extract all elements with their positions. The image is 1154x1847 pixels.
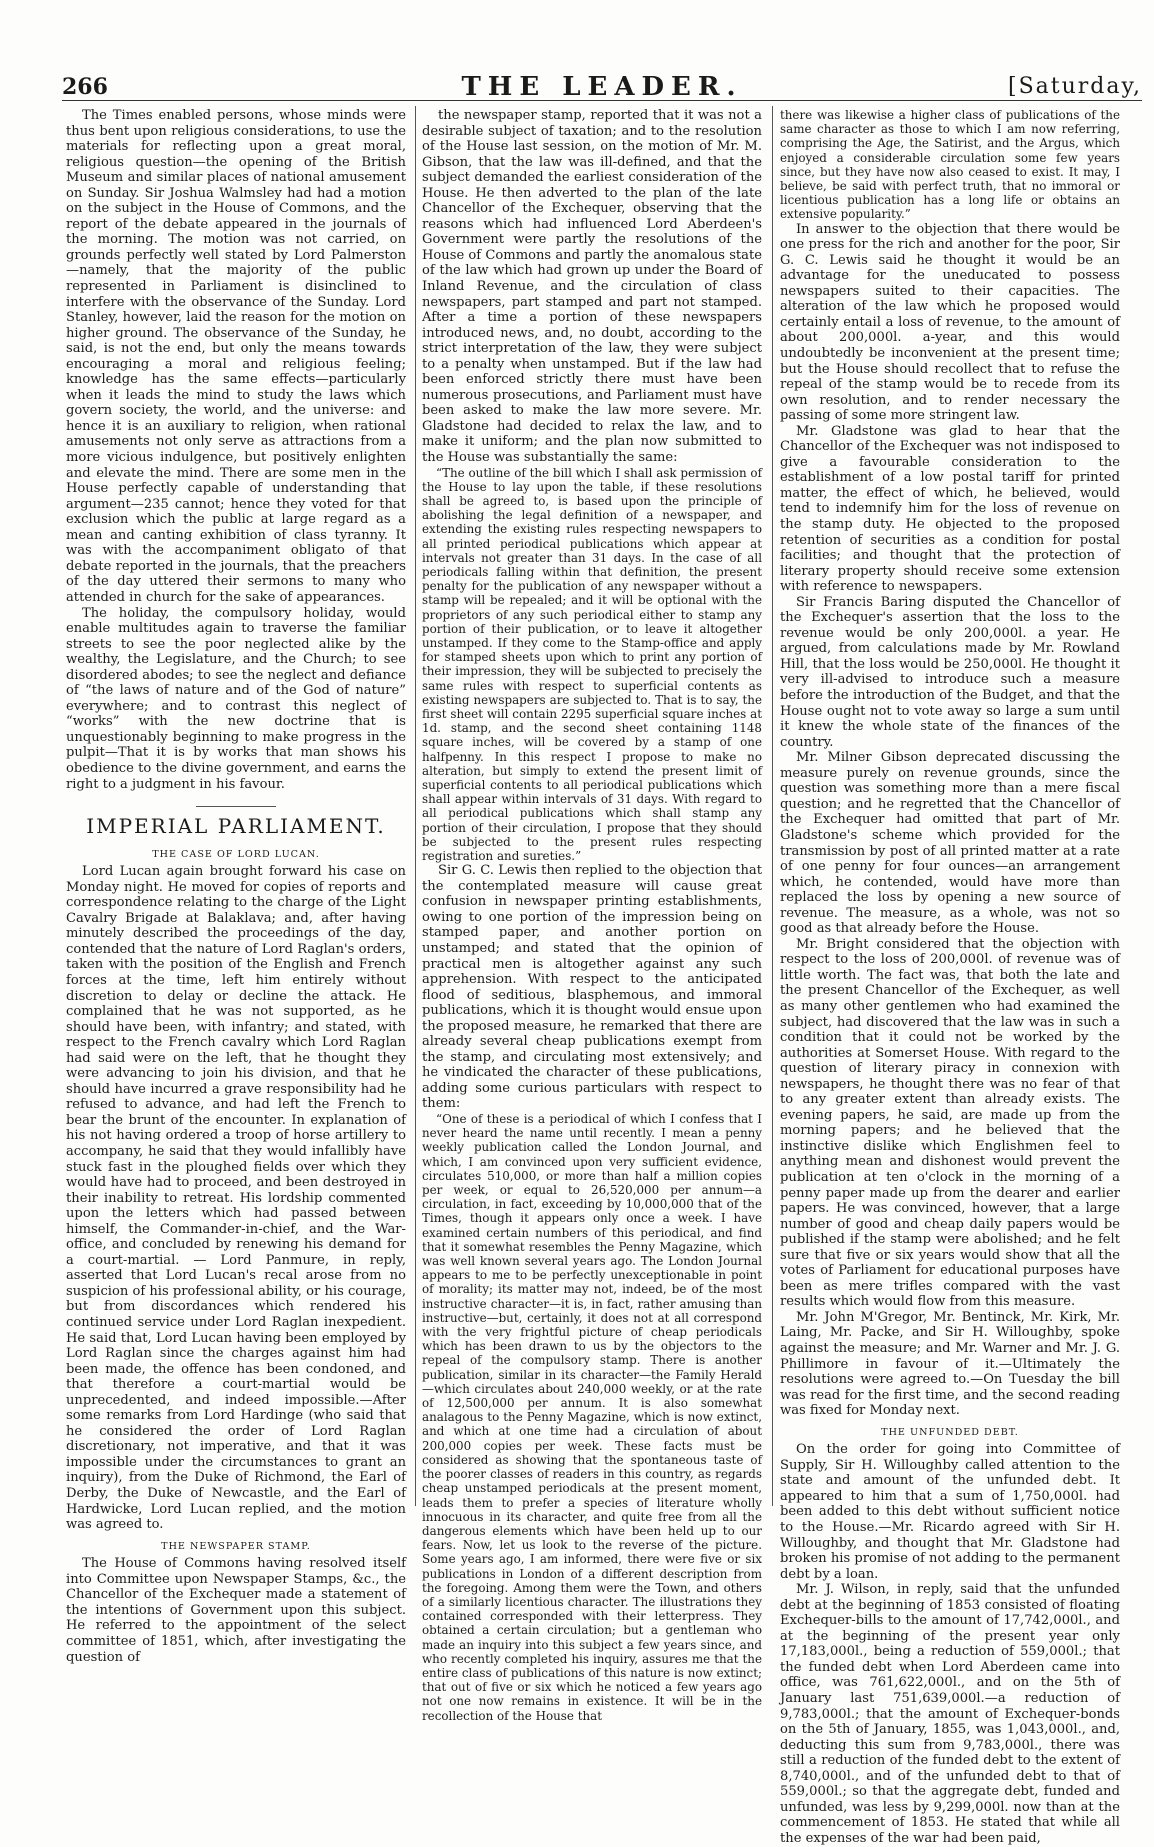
paragraph: Mr. John M'Gregor, Mr. Bentinck, Mr. Kirk, Mr. Laing, Mr. Packe, and Sir H. Willoughby, spoke against the measure; and Mr. Warner and Mr. J. G. Phillimore in favour of it.—Ultimately the resolutions were agreed to.—On Tuesday the bill was read for the first time, and the second reading was fixed for Monday next. <box>780 1309 1120 1419</box>
paragraph: In answer to the objection that there would be one press for the rich and another for the poor, Sir G. C. Lewis said he thought it would be an advantage for the uneducated to possess newspapers suited to their capacities. The alteration of the law which he proposed would certainly entail a loss of revenue, to the amount of about 200,000l. a-year, and this would undoubtedly be inconvenient at the present time; but the House should recollect that to refuse the repeal of the stamp would be to recede from its own resolution, and to render necessary the passing of some more stringent law. <box>780 221 1120 424</box>
quotation: there was likewise a higher class of publications of the same character as those to which I am now referring, comprising the Age, the Satirist, and the Argus, which enjoyed a considerable circulation some few years since, but they have now also ceased to exist. It may, I believe, be said with perfect truth, that no immoral or licentious publication has a long life or obtains an extensive popularity.” <box>780 108 1120 222</box>
paragraph: On the order for going into Committee of Supply, Sir H. Willoughby called attention to the state and amount of the unfunded debt. It appeared to him that a sum of 1,750,000l. had been added to this debt without sufficient notice to the House.—Mr. Ricardo agreed with Sir H. Willoughby, and thought that Mr. Gladstone had broken his promise of not adding to the permanent debt by a loan. <box>780 1442 1120 1582</box>
column-1 <box>66 108 406 1665</box>
paragraph: Mr. J. Wilson, in reply, said that the unfunded debt at the beginning of 1853 consisted of floating Exchequer-bills to the amount of 17,742,000l., and at the beginning of the present year only 17,183,000l., being a reduction of 559,000l.; that the funded debt when Lord Aberdeen came into office, was 761,622,000l., and on the 5th of January last 751,639,000l.—a reduction of 9,783,000l.; that the amount of Exchequer-bonds on the 5th of January, 1855, was 1,043,000l., and, deducting this sum from 9,783,000l., there was still a reduction of the funded debt to the extent of 8,740,000l., and of the unfunded debt to that of 559,000l.; so that the aggregate debt, funded and unfunded, was less by 9,299,000l. now than at the commencement of 1853. He stated that while all the expenses of the war had been paid, <box>780 1582 1120 1846</box>
column-rule <box>772 106 773 1506</box>
column-2 <box>422 108 762 1723</box>
paragraph: Mr. Gladstone was glad to hear that the Chancellor of the Exchequer was not indisposed to give a favourable consideration to the establishment of a low postal tariff for printed matter, the effect of which, he believed, would tend to indemnify him for the loss of revenue on the stamp duty. He objected to the proposed retention of securities as a condition for postal facilities; and thought that the protection of literary property should receive some extension with reference to newspapers. <box>780 423 1120 595</box>
paragraph: Mr. Milner Gibson deprecated discussing the measure purely on revenue grounds, since the question was something more than a mere fiscal question; and he regretted that the Chancellor of the Exchequer had omitted that part of Mr. Gladstone's scheme which provided for the transmission by post of all printed matter at a rate of one penny for four ounces—an arrangement which, he contended, would have more than replaced the loss by opening a new source of revenue. The measure, as a whole, was not so good as that already before the House. <box>780 750 1120 937</box>
paragraph: Lord Lucan again brought forward his case on Monday night. He moved for copies of reports and correspondence relating to the charge of the Light Cavalry Brigade at Balaklava; and, after having minutely described the proceedings of the day, contended that the nature of Lord Raglan's orders, taken with the position of the English and French forces at the time, left him entirely without discretion to delay or decline the attack. He complained that he was not supported, as he should have been, with infantry; and stated, with respect to the French cavalry which Lord Raglan had said were on the left, that he thought they were advancing to join his division, and that he should have incurred a grave responsibility had he refused to advance, and had left the French to bear the brunt of the encounter. In explanation of his not having ordered a troop of horse artillery to accompany, he said that they would infallibly have stuck fast in the ploughed fields over which they would have had to proceed, and been destroyed in their inability to retreat. His lordship commented upon the letters which had passed between himself, the Commander-in-chief, and the War-office, and concluded by renewing his demand for a court-martial. — Lord Panmure, in reply, asserted that Lord Lucan's recal arose from no suspicion of his professional ability, or his courage, but from discordances which rendered his continued service under Lord Raglan inexpedient. He said that, Lord Lucan having been employed by Lord Raglan since the charges against him had been made, the offence has been condoned, and that therefore a court-martial would be unprecedented, and indeed impossible.—After some remarks from Lord Hardinge (who said that he considered the order of Lord Raglan discretionary, not imperative, and that it was impossible under the circumstances to grant an inquiry), from the Duke of Richmond, the Earl of Derby, the Duke of Newcastle, and the Earl of Hardwicke, Lord Lucan replied, and the motion was agreed to. <box>66 864 406 1533</box>
paragraph: Sir Francis Baring disputed the Chancellor of the Exchequer's assertion that the loss to the revenue would be only 200,000l. a year. He argued, from calculations made by Mr. Rowland Hill, that the loss would be 250,000l. He thought it very ill-advised to introduce such a measure before the introduction of the Budget, and that the House ought not to vote away so large a sum until it knew the whole state of the finances of the country. <box>780 594 1120 750</box>
paragraph: The Times enabled persons, whose minds were thus bent upon religious considerations, to use the materials for reflecting upon a great moral, religious question—the opening of the British Museum and similar places of national amusement on Sunday. Sir Joshua Walmsley had had a motion on the subject in the House of Commons, and the report of the debate appeared in the journals of the morning. The motion was not carried, on grounds perfectly well stated by Lord Palmerston—namely, that the majority of the public represented in Parliament is disinclined to interfere with the observance of the Sunday. Lord Stanley, however, laid the reason for the motion on higher ground. The observance of the Sunday, he said, is not the end, but only the means towards encouraging a moral and religious feeling; knowledge has the same effects—particularly when it leads the mind to study the laws which govern society, the world, and the universe: and hence it is an auxiliary to religion, when rational amusements not only serve as attractions from a more vicious indulgence, but positively enlighten and elevate the mind. There are some men in the House perfectly capable of understanding that argument—235 cannot; hence they voted for that exclusion which the public at large regard as a mean and canting exhibition of class tyranny. It was with the accompaniment obligato of that debate reported in the journals, that the preachers of the day uttered their sermons to many who attended in church for the sake of appearances. <box>66 108 406 605</box>
paragraph: the newspaper stamp, reported that it was not a desirable subject of taxation; and to the resolution of the House last session, on the motion of Mr. M. Gibson, that the law was ill-defined, and that the subject demanded the earliest consideration of the House. He then adverted to the plan of the late Chancellor of the Exchequer, observing that the reasons which had influenced Lord Aberdeen's Government were partly the resolutions of the House of Commons and partly the anomalous state of the law which had grown up under the Board of Inland Revenue, and the circulation of class newspapers, part stamped and part not stamped. After a time a portion of these newspapers introduced news, and, no doubt, according to the strict interpretation of the law, they were subject to a penalty when unstamped. But if the law had been enforced strictly there must have been numerous prosecutions, and Parliament must have been asked to make the law more severe. Mr. Gladstone had decided to relax the law, and to make it uniform; and the plan now submitted to the House was substantially the same: <box>422 108 762 466</box>
paragraph: The holiday, the compulsory holiday, would enable multitudes again to traverse the familiar streets to see the poor neglected alike by the wealthy, the Legislature, and the Church; to see disordered abodes; to see the neglect and defiance of “the laws of nature and of the God of nature” everywhere; and to contrast this neglect of “works” with the new doctrine that is unquestionably beginning to make progress in the pulpit—That it is by works that man shows his obedience to the divine government, and earns the right to a judgment in his favour. <box>66 605 406 792</box>
quotation: “The outline of the bill which I shall ask permission of the House to lay upon the table, if these resolutions shall be agreed to, is based upon the principle of abolishing the legal definition of a newspaper, and extending the existing rules respecting newspapers to all printed periodical publications which appear at intervals not greater than 31 days. In the case of all periodicals falling within that definition, the present penalty for the publication of any newspaper without a stamp will be repealed; and it will be optional with the proprietors of any such periodical either to stamp any portion of their publication, or to leave it altogether unstamped. If they come to the Stamp-office and apply for stamped sheets upon which to print any portion of their impression, they will be subjected to precisely the same rules with respect to superficial contents as existing newspapers are subjected to. That is to say, the first sheet will contain 2295 superficial square inches at 1d. stamp, and the second sheet containing 1148 square inches, will be covered by a stamp of one halfpenny. In this respect I propose to make no alteration, but simply to extend the present limit of superficial contents to all periodical publications which shall appear within intervals of 31 days. With regard to all periodical publications which shall stamp any portion of their circulation, I propose that they should be subjected to the present rules respecting registration and sureties.” <box>422 465 762 864</box>
subheading: THE CASE OF LORD LUCAN. <box>152 848 320 860</box>
section-title: IMPERIAL PARLIAMENT. <box>66 806 406 835</box>
page-number: 266 <box>62 74 108 100</box>
subheading: THE UNFUNDED DEBT. <box>881 1426 1019 1438</box>
paragraph: The House of Commons having resolved itself into Committee upon Newspaper Stamps, &c., the Chancellor of the Exchequer made a statement of the intentions of Government upon this subject. He referred to the appointment of the select committee of 1851, which, after investigating the question of <box>66 1556 406 1665</box>
paragraph: Mr. Bright considered that the objection with respect to the loss of 200,000l. of revenue was of little worth. The fact was, that both the late and the present Chancellor of the Exchequer, as well as many other gentlemen who had examined the subject, had discovered that the law was in such a condition that it could not be worked by the authorities at Somerset House. With regard to the question of literary piracy in connexion with newspapers, he thought there was no fear of that to any greater extent than already exists. The evening papers, he said, are made up from the morning papers; and he believed that the instinctive dislike which Englishmen feel to anything mean and dishonest would prevent the publication at ten o'clock in the morning of a penny paper made up from the dearer and earlier papers. He was convinced, however, that a large number of good and cheap daily papers would be published if the stamp were abolished; and he felt sure that five or six years would show that all the votes of Parliament for educational purposes have been as mere trifles compared with the vast results which would flow from this measure. <box>780 936 1120 1310</box>
column-3 <box>780 108 1120 1846</box>
paragraph: Sir G. C. Lewis then replied to the objection that the contemplated measure will cause great confusion in newspaper printing establishments, owing to one portion of the impression being on stamped paper, and another portion on unstamped; and stated that the opinion of practical men is altogether against any such apprehension. With respect to the anticipated flood of seditious, blasphemous, and immoral publications, which it is thought would ensue upon the proposed measure, he remarked that there are already several cheap publications exempt from the stamp, and circulating most extensively; and he vindicated the character of these publications, adding some curious particulars with respect to them: <box>422 863 762 1112</box>
page-header <box>62 74 1142 101</box>
subheading: THE NEWSPAPER STAMP. <box>161 1540 311 1552</box>
masthead-title: THE LEADER. <box>461 72 743 102</box>
dateline: [Saturday, <box>1008 74 1142 99</box>
quotation: “One of these is a periodical of which I confess that I never heard the name until recently. I mean a penny weekly publication called the London Journal, and which, I am convinced upon very sufficient evidence, circulates 510,000, or more than half a million copies per week, or equal to 26,520,000 per annum—a circulation, in fact, exceeding by 10,000,000 that of the Times, though it appears only once a week. I have examined certain numbers of this periodical, and find that it somewhat resembles the Penny Magazine, which was well known several years ago. The London Journal appears to me to be perfectly unexceptionable in point of morality; its matter may not, indeed, be of the most instructive character—it is, in fact, rather amusing than instructive—but, certainly, it does not at all correspond with the very frightful picture of cheap periodicals which has been drawn to us by the objectors to the repeal of the compulsory stamp. There is another publication, similar in its character—the Family Herald—which circulates about 240,000 weekly, or at the rate of 12,500,000 per annum. It is also somewhat analagous to the Penny Magazine, which is now extinct, and which at one time had a circulation of about 200,000 copies per week. These facts must be considered as showing that the spontaneous taste of the poorer classes of readers in this country, as regards cheap unstamped periodicals at the present moment, leads them to prefer a species of literature wholly innocuous in its character, and quite free from all the dangerous elements which have been held up to our fears. Now, let us look to the reverse of the picture. Some years ago, I am informed, there were five or six publications in London of a different description from the foregoing. Among them were the Town, and others of a similarly licentious character. The illustrations they contained corresponded with their letterpress. They obtained a certain circulation; but a gentleman who made an inquiry into this subject a few years since, and who recently completed his inquiry, assures me that the entire class of publications of this nature is now extinct; that out of five or six which he noticed a few years ago not one now remains in existence. It will be in the recollection of the House that <box>422 1112 762 1723</box>
column-rule <box>415 106 416 1506</box>
